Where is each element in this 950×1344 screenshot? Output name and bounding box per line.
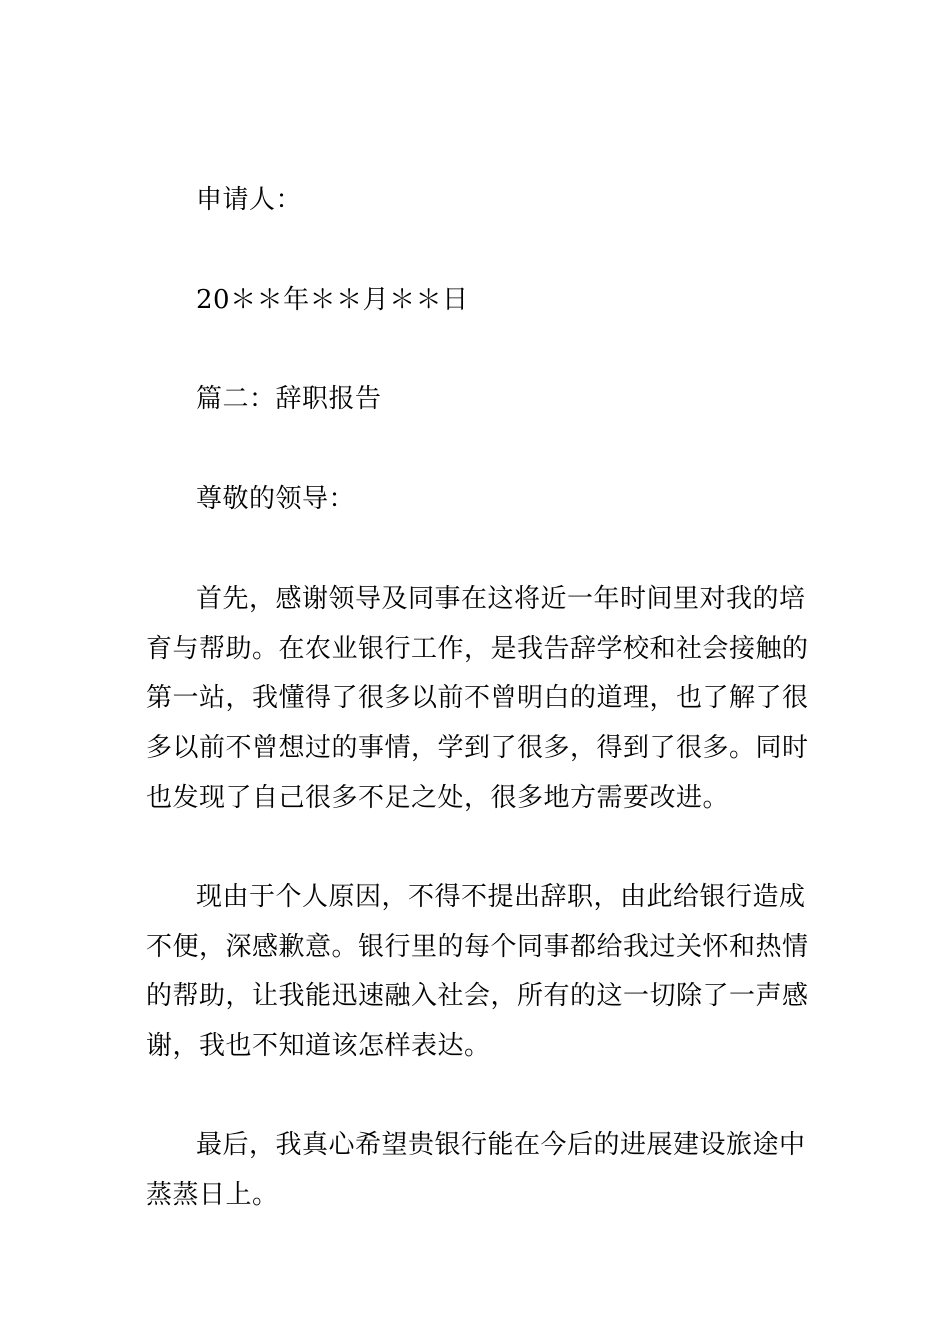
paragraph-line: 育与帮助。在农业银行工作，是我告辞学校和社会接触的 — [146, 634, 809, 664]
paragraph-line: 多以前不曾想过的事情，学到了很多，得到了很多。同时 — [146, 733, 809, 763]
date-line: 20＊＊年＊＊月＊＊日 — [196, 285, 469, 315]
salutation: 尊敬的领导： — [196, 484, 356, 514]
paragraph-line: 不便，深感歉意。银行里的每个同事都给我过关怀和热情 — [146, 932, 809, 962]
paragraph-line: 也发现了自己很多不足之处，很多地方需要改进。 — [146, 783, 730, 813]
section-title: 篇二：辞职报告 — [196, 384, 382, 414]
applicant-label: 申请人： — [196, 185, 303, 215]
paragraph-line: 蒸蒸日上。 — [146, 1180, 279, 1210]
paragraph-line: 第一站，我懂得了很多以前不曾明白的道理，也了解了很 — [146, 683, 809, 713]
paragraph-line: 的帮助，让我能迅速融入社会，所有的这一切除了一声感 — [146, 981, 809, 1011]
paragraph-line: 谢，我也不知道该怎样表达。 — [146, 1031, 491, 1061]
paragraph-line: 现由于个人原因，不得不提出辞职，由此给银行造成 — [196, 882, 806, 912]
paragraph-line: 最后，我真心希望贵银行能在今后的进展建设旅途中 — [196, 1130, 806, 1160]
paragraph-line: 首先，感谢领导及同事在这将近一年时间里对我的培 — [196, 584, 806, 614]
